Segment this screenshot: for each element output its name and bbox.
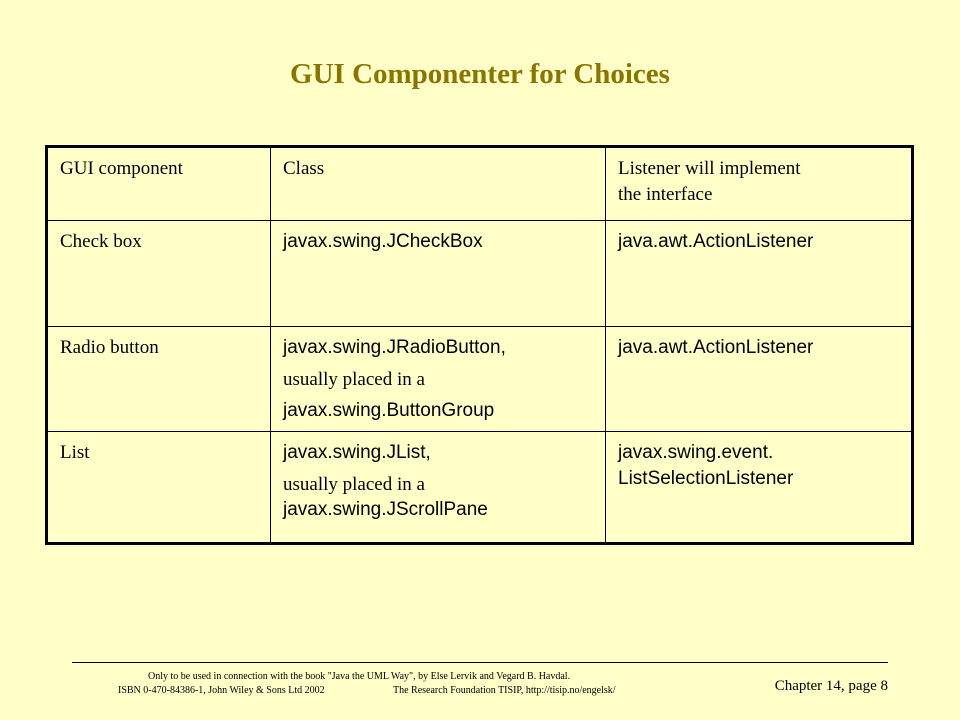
slide-title: GUI Componenter for Choices [290,58,670,90]
row-component: Radio button [47,327,271,432]
row-class-note: usually placed in a [283,473,425,495]
row-listener: java.awt.ActionListener [606,221,913,327]
header-listener [606,147,913,221]
footer-line1: Only to be used in connection with the book "Java the UML Way", by Else Lervik and Vegard B. Havdal. [148,671,571,682]
row-component: Check box [47,221,271,327]
header-listener-line2: the interface [618,183,713,205]
header-gui-component: GUI component [47,147,271,221]
row-listener-line1: javax.swing.event. [618,442,774,463]
table-row [47,221,913,327]
table-header-row [47,147,913,221]
header-listener-line1: Listener will implement [618,158,801,179]
row-listener-line2: ListSelectionListener [618,467,794,489]
footer-divider [72,662,888,663]
page-number: Chapter 14, page 8 [774,678,888,694]
footer-copyright [118,670,678,698]
row-listener: java.awt.ActionListener [606,327,913,432]
row-class-extra: javax.swing.JScrollPane [283,499,488,521]
row-class-main: javax.swing.JList, [283,442,431,463]
row-class [271,432,606,544]
row-class-note: usually placed in a [283,368,425,390]
row-listener [606,432,913,544]
table-row [47,432,913,544]
row-class [271,327,606,432]
footer-foundation: The Research Foundation TISIP, http://tisip.no/engelsk/ [393,685,616,696]
row-component: List [47,432,271,544]
choices-table [45,145,914,545]
row-class: javax.swing.JCheckBox [271,221,606,327]
row-class-main: javax.swing.JRadioButton, [283,337,506,358]
header-class: Class [271,147,606,221]
footer-isbn: ISBN 0-470-84386-1, John Wiley & Sons Ltd 2002 [118,685,325,696]
table-row [47,327,913,432]
row-class-extra: javax.swing.ButtonGroup [283,400,495,422]
